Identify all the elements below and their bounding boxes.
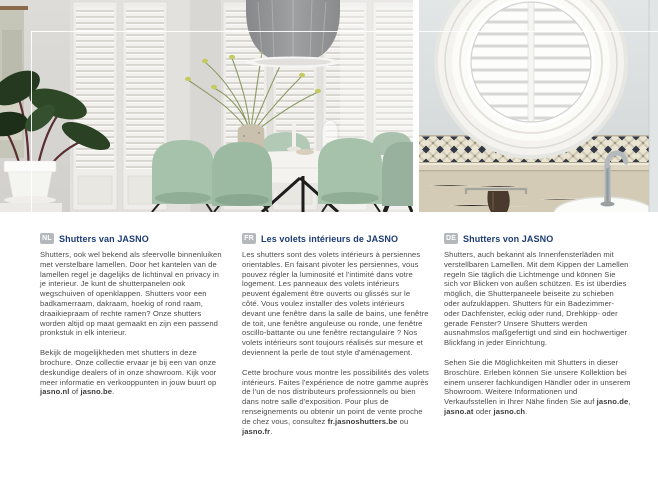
info-paragraph-fr: Cette brochure vous montre les possibilités des volets intérieurs. Faites l'expérience de notre gamme auprès de l'un de nos distributeurs professionnels ou bien dans notre salle d'exposition. Pour plus de renseignements ou obtenir un point de vente proche de chez vous, consultez fr.jasnoshutters.be ou jasno.fr. (242, 367, 429, 436)
frame-line-vertical (31, 31, 32, 212)
column-heading-nl: Shutters van JASNO (59, 233, 149, 244)
hanging-towel (487, 191, 509, 212)
lang-badge-fr: FR (242, 233, 256, 244)
column-heading-fr: Les volets intérieurs de JASNO (261, 233, 399, 244)
column-de (444, 233, 631, 446)
intro-paragraph-nl: Shutters, ook wel bekend als sfeervolle binnenluiken met verstelbare lamellen. Door het kantelen van de lamellen regel je dagelijks de lichtinval en privacy in je interieur. Je kunt de shutterpanelen ook wegschuiven of openklappen. Shutters voor een badkamerraam, dakraam, hoekig of rond raam, draaikiepraam of rechte ramen? Onze shutters worden altijd op maat gemaakt en zijn een passend pronkstuk in elk interieur. (40, 250, 222, 338)
info-paragraph-de: Sehen Sie die Möglichkeiten mit Shutters in dieser Broschüre. Erleben können Sie unsere Kollektion bei einem unserer fachkundigen Händler oder in unserem Showroom. Weitere Informationen und Verkaufsstellen in Ihrer Nähe finden Sie auf jasno.de, jasno.at oder jasno.ch. (444, 357, 631, 416)
brochure-text-section (40, 233, 632, 446)
art-hanger-bar (0, 6, 28, 10)
column-fr (242, 233, 429, 446)
column-nl (40, 233, 227, 446)
frame-line-horizontal (31, 31, 658, 32)
lang-badge-de: DE (445, 235, 457, 242)
intro-paragraph-de: Shutters, auch bekannt als Innenfensterläden mit verstellbaren Lamellen. Mit dem Kippen der Lamellen regeln Sie täglich die Lichtmenge und können Sie sich vor Blicken von außen schützen. Es ist überdies möglich, die Shutterpaneele beiseite zu schieben oder aufzuklappen. Shutters für ein Badezimmer- oder Dachfenster, eckig oder rund, Drehkipp- oder gerade Fenster? Unsere Shutters werden ausnahmslos maßgefertigt und sind ein hochwertiger Blickfang in jeder Einrichtung. (444, 250, 629, 348)
column-heading-de: Shutters von JASNO (463, 233, 554, 244)
intro-paragraph-fr: Les shutters sont des volets intérieurs à persiennes orientables. En faisant pivoter les persiennes, vous pouvez régler la luminosité et l'intimité dans votre logement. Les panneaux des volets intérieurs peuvent également être ouverts ou glissés sur le côté. Vous voulez installer des volets intérieurs devant une fenêtre dans la salle de bains, une fenêtre de toit, une fenêtre anguleuse ou ronde, une fenêtre oscillo-battante ou une fenêtre rectangulaire ? Nos volets intérieurs sont toujours réalisés sur mesure et deviennent la perle de tout style d'aménagement. (242, 250, 429, 357)
lang-badge-nl: NL (40, 233, 54, 244)
info-paragraph-nl: Bekijk de mogelijkheden met shutters in deze brochure. Onze collectie ervaar je bij een van onze deskundige dealers of in onze showroom. Kijk voor meer informatie en verkooppunten in jouw buurt op jasno.nl of jasno.be. (40, 348, 217, 397)
